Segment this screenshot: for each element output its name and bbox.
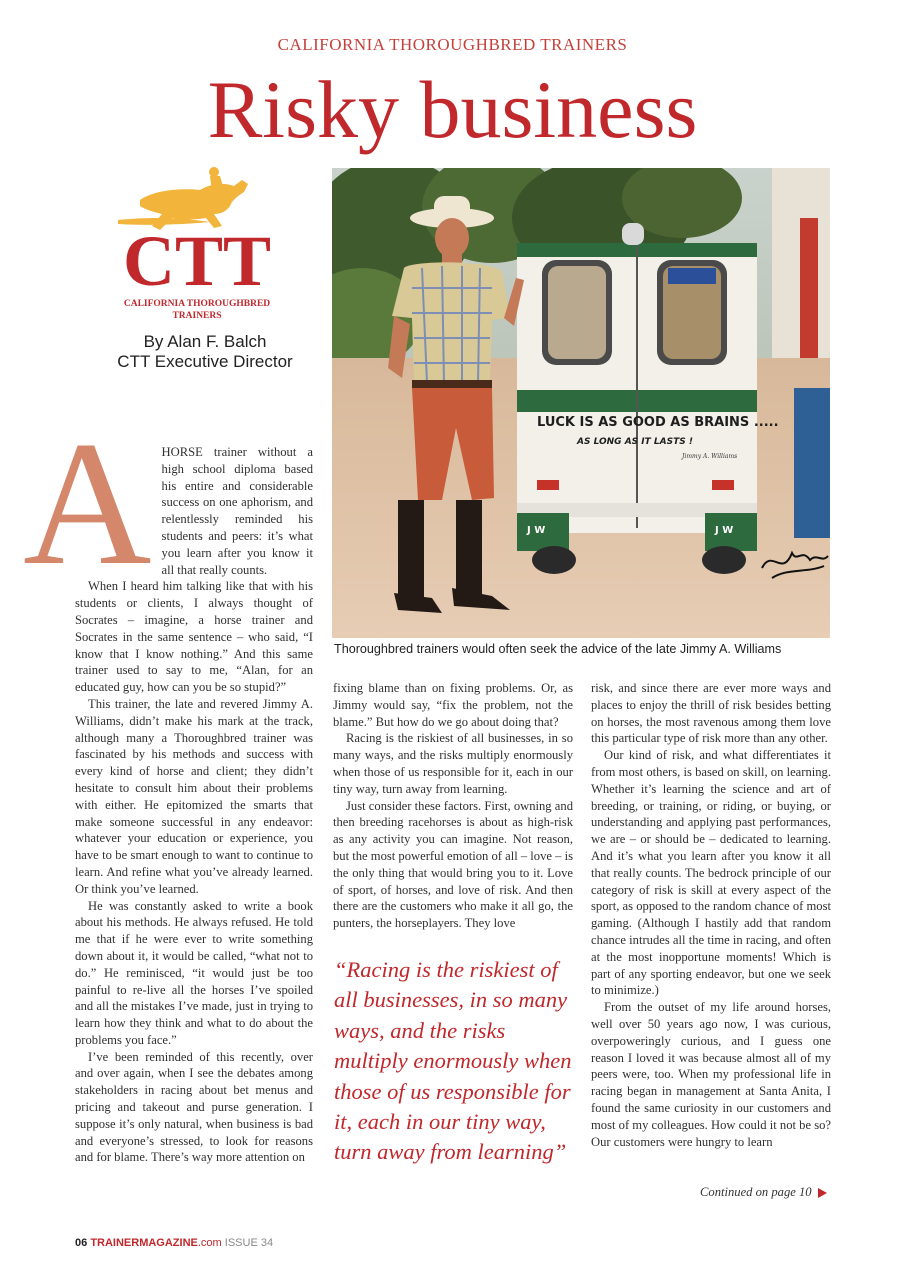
horse-van xyxy=(517,223,779,574)
logo-letters: CTT xyxy=(122,221,272,301)
van-letters-right: J W xyxy=(715,525,734,536)
paragraph: When I heard him talking like that with his students or clients, I always thought of Socrates – imagine, a horse trainer and Socrates in the same sentence – who said, “I know that I know nothing.” And this same trainer used to say to me, “Alan, for an educated guy, how can you be so stupid?” xyxy=(75,579,313,695)
article-column-1 xyxy=(23,404,313,1166)
continued-link[interactable] xyxy=(700,1185,827,1200)
van-letters-left: J W xyxy=(527,525,546,536)
magazine-name: TRAINERMAGAZINE xyxy=(90,1237,198,1249)
page-number: 06 xyxy=(75,1237,88,1249)
logo-subtitle-1: CALIFORNIA THOROUGHBRED xyxy=(123,299,271,309)
ctt-logo xyxy=(110,160,285,330)
byline-author: By Alan F. Balch xyxy=(143,332,267,351)
paragraph: Just consider these factors. First, owning and then breeding racehorses is about as high-risk as any activity you can imagine. Not reason, but the most powerful emotion of all – love – is the only thing that would bring you to it. Love of sport, of horses, and love of risk. And then there are the customers who make it all go, the punters, the horseplayers. They love xyxy=(333,798,573,931)
page-headline: Risky business xyxy=(207,64,698,155)
drop-cap: A xyxy=(23,404,152,602)
continued-text: Continued on page 10 xyxy=(700,1185,812,1199)
paragraph: risk, and since there are ever more ways and places to enjoy the thrill of risk besides betting on horses, the most ravenous among them love this particular type of risk more than any other. xyxy=(591,681,831,746)
van-slogan-line-1: LUCK IS AS GOOD AS BRAINS ..... xyxy=(537,415,779,430)
logo-subtitle-2: TRAINERS xyxy=(172,311,222,321)
paragraph: HORSE trainer without a high school diploma based his entire and considerable success on one aphorism, and relentlessly reminded his students and peers: it’s what you learn after you know it all that really counts. xyxy=(161,445,313,577)
issue-number: ISSUE 34 xyxy=(224,1237,274,1249)
pull-quote: “Racing is the riskiest of all businesses, in so many ways, and the risks multiply enormously when those of us responsible for it, each in our tiny way, turn away from learning” xyxy=(334,957,572,1165)
paragraph: He was constantly asked to write a book about his methods. He always refused. He told me that if he were ever to write something down about it, it would be called, “what not to do.” He reminisced, “it would just be too painful to re-live all the horses I’ve spoiled and all the mistakes I’ve made, just in trying to learn how they think and what to do about the problems you face.” xyxy=(75,898,313,1047)
page-footer xyxy=(75,1237,273,1249)
paragraph: Racing is the riskiest of all businesses, in so many ways, and the risks multiply enormously when those of us responsible for it, each in our tiny way, turn away from learning. xyxy=(333,731,573,796)
photo-caption: Thoroughbred trainers would often seek the advice of the late Jimmy A. Williams xyxy=(334,642,782,656)
magazine-domain: .com xyxy=(197,1237,222,1249)
paragraph: Our kind of risk, and what differentiates it from most others, is based on skill, on learning. Whether it’s learning the science and art of breeding, or training, or riding, or buying, or understanding and applying past performances, we are – or should be – dedicated to learning. And it’s what you learn after you know it all that really counts. The bedrock principle of our category of risk is skill at every aspect of the sport, as opposed to the random chance of most gaming. (Although I hastily add that random chance intrudes all the time in racing, and often at the most inopportune moments! Which is part of any sporting endeavor, but one we seek to minimize.) xyxy=(591,748,831,998)
paragraph: I’ve been reminded of this recently, over and over again, when I see the debates among stakeholders in racing about bet menus and pricing and takeout and purse generation. I suppose it’s only natural, when business is bad and everyone’s stressed, to look for reasons and for blame. There’s way more attention on xyxy=(75,1049,313,1165)
article-column-3 xyxy=(591,680,831,1150)
arrow-right-icon xyxy=(818,1188,827,1198)
paragraph: From the outset of my life around horses, well over 50 years ago now, I was curious, overpoweringly curious, and I guess one reason I loved it was because almost all of my peers were, too. When my professional life in racing began in management at Santa Anita, I found the same curiosity in our customers and most of my colleagues. How could it not be so? Our customers were hungry to learn xyxy=(591,1000,831,1149)
van-signature: Jimmy A. Williams xyxy=(682,453,738,460)
van-slogan-line-2: AS LONG AS IT LASTS ! xyxy=(577,437,693,447)
paragraph: This trainer, the late and revered Jimmy A. Williams, didn’t make his mark at the track, although many a Thoroughbred trainer was fascinated by his methods and success with every kind of horse and client; they didn’t hesitate to consult him about their problems with either. He epitomized the smarts that make someone successful in any endeavor: whatever your education or experience, you have to be smart enough to want to continue to learn. And refine what you’ve already learned. Or think you’ve learned. xyxy=(75,696,313,896)
byline-role: CTT Executive Director xyxy=(117,352,293,371)
byline xyxy=(75,332,335,372)
cowboy-with-horse-van-photo xyxy=(332,168,830,638)
section-kicker: CALIFORNIA THOROUGHBRED TRAINERS xyxy=(277,35,628,54)
blue-barrel xyxy=(794,388,830,538)
article-column-2 xyxy=(333,680,573,932)
paragraph: fixing blame than on fixing problems. Or, as Jimmy would say, “fix the problem, not the blame.” But how do we go about doing that? xyxy=(333,681,573,729)
